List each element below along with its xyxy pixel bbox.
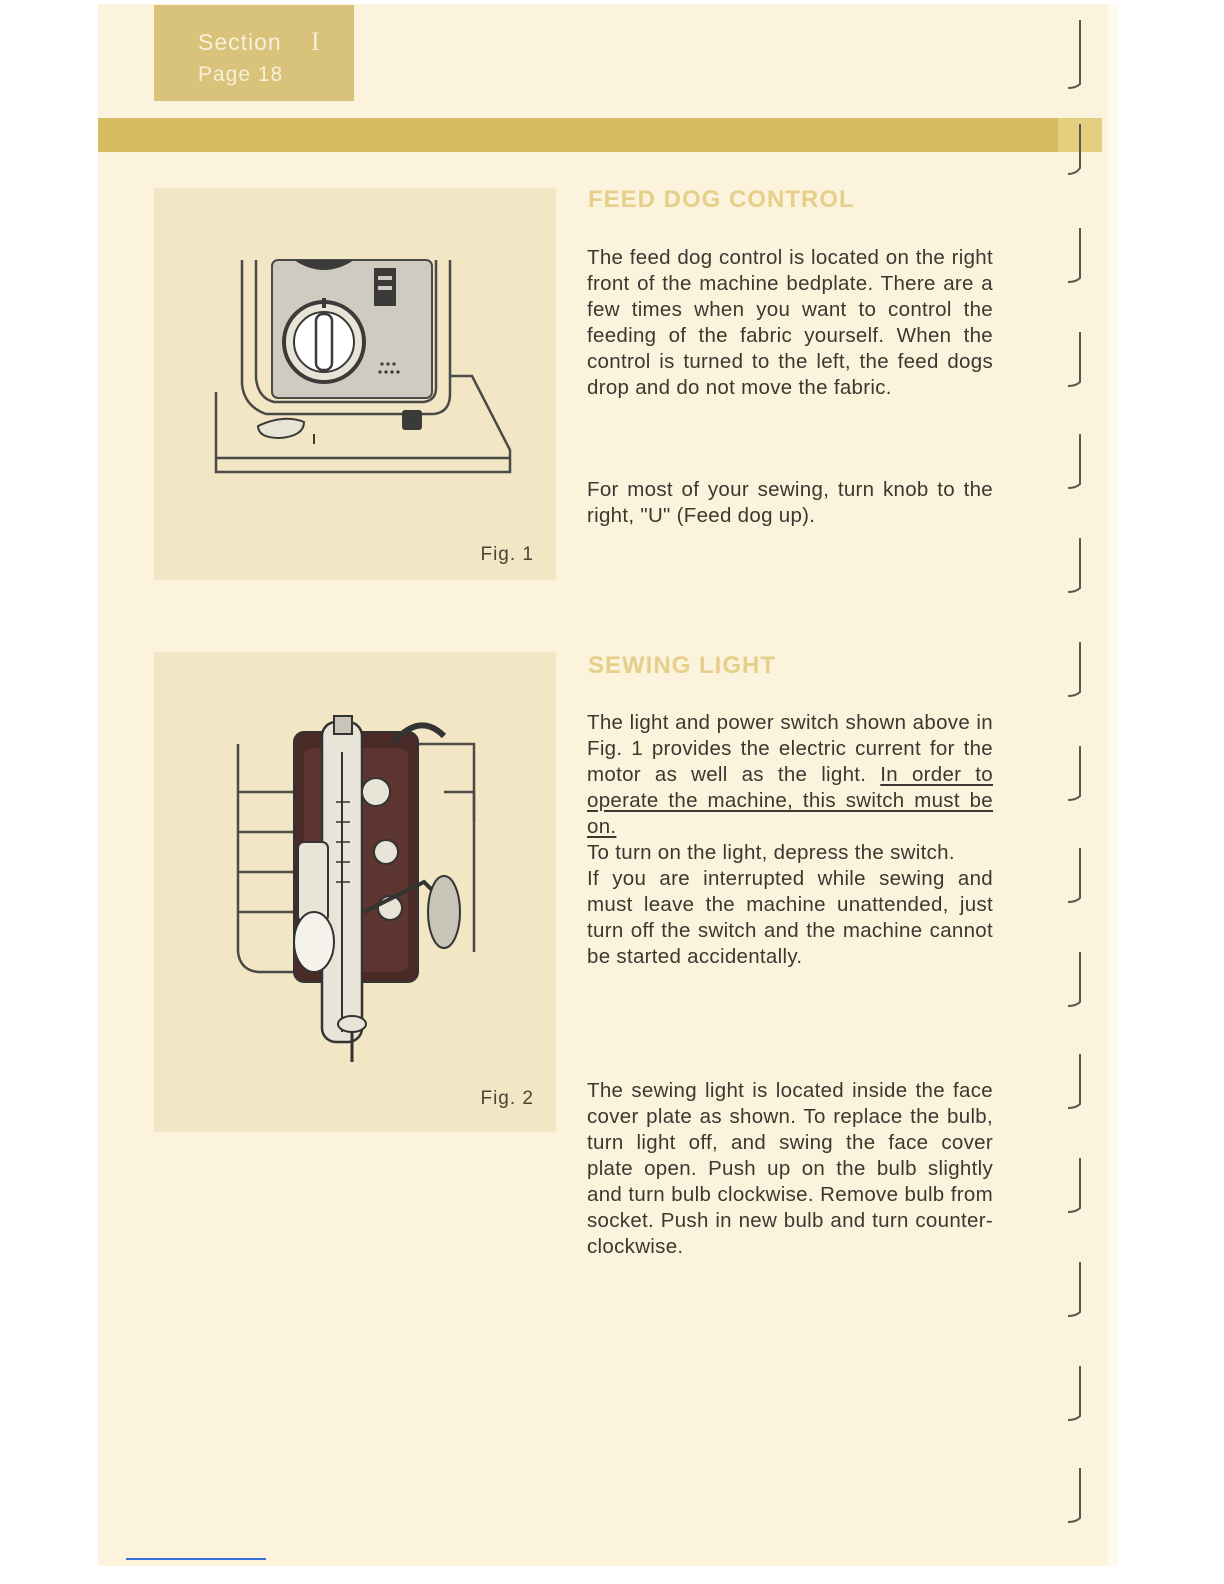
sewing-light-illustration xyxy=(154,652,556,1132)
binder-mark xyxy=(1058,1256,1088,1336)
feed-dog-illustration xyxy=(154,188,556,580)
sewing-light-text-2: The sewing light is located inside the face cover plate as shown. To replace the bulb, turn light off, and swing the face cover plate open. Push up on the bulb slightly and turn bulb clockwise. Remove bulb from socket. Push in new bulb and turn counter-clockwise. xyxy=(587,1079,993,1258)
page-edge xyxy=(1108,4,1118,1566)
binder-mark xyxy=(1058,532,1088,612)
sewing-light-heading: SEWING LIGHT xyxy=(588,652,776,679)
footer-line xyxy=(126,1558,266,1560)
header-band xyxy=(98,118,1102,152)
binder-mark xyxy=(1058,428,1088,508)
binder-mark xyxy=(1058,14,1088,94)
feed-dog-heading: FEED DOG CONTROL xyxy=(588,186,855,213)
feed-dog-text-2: For most of your sewing, turn knob to the right, "U" (Feed dog up). xyxy=(587,478,993,527)
sewing-light-text-1a: The light and power switch shown above in Fig. 1 provides the electric current for the motor as well as the light. xyxy=(587,711,993,786)
page-label: Page 18 xyxy=(198,63,284,86)
binder-mark xyxy=(1058,222,1088,302)
binder-mark xyxy=(1058,946,1088,1026)
binder-mark xyxy=(1058,1048,1088,1128)
binder-mark xyxy=(1058,740,1088,820)
figure-1-caption: Fig. 1 xyxy=(480,544,534,565)
feed-dog-text-1: The feed dog control is located on the right front of the machine bedplate. There are a few times when you want to control the feeding of the fabric yourself. When the control is turned to the left, the feed dogs drop and do not move the fabric. xyxy=(587,246,993,399)
sewing-light-underlined-text: In order to operate the machine, this switch must be on. xyxy=(587,763,993,838)
binder-mark xyxy=(1058,636,1088,716)
section-tab xyxy=(154,5,354,101)
binder-mark xyxy=(1058,842,1088,922)
figure-2 xyxy=(154,652,556,1132)
section-label: Section xyxy=(198,29,282,55)
sewing-light-paragraph-2 xyxy=(587,1078,993,1260)
binder-mark xyxy=(1058,1360,1088,1440)
binder-mark xyxy=(1058,326,1088,406)
sewing-light-text-1b: To turn on the light, depress the switch. xyxy=(587,841,955,864)
sewing-light-text-1c: If you are interrupted while sewing and must leave the machine unattended, just turn off the switch and the machine cannot be started accidentally. xyxy=(587,867,993,968)
sewing-light-paragraph-1 xyxy=(587,710,993,970)
figure-2-caption: Fig. 2 xyxy=(480,1088,534,1109)
sewing-light-text-1 xyxy=(587,710,993,840)
binder-mark xyxy=(1058,1152,1088,1232)
feed-dog-paragraph-1 xyxy=(587,245,993,401)
section-number: I xyxy=(311,27,320,56)
binder-mark xyxy=(1058,118,1088,198)
binder-mark xyxy=(1058,1462,1088,1542)
figure-1 xyxy=(154,188,556,580)
feed-dog-paragraph-2 xyxy=(587,477,993,529)
